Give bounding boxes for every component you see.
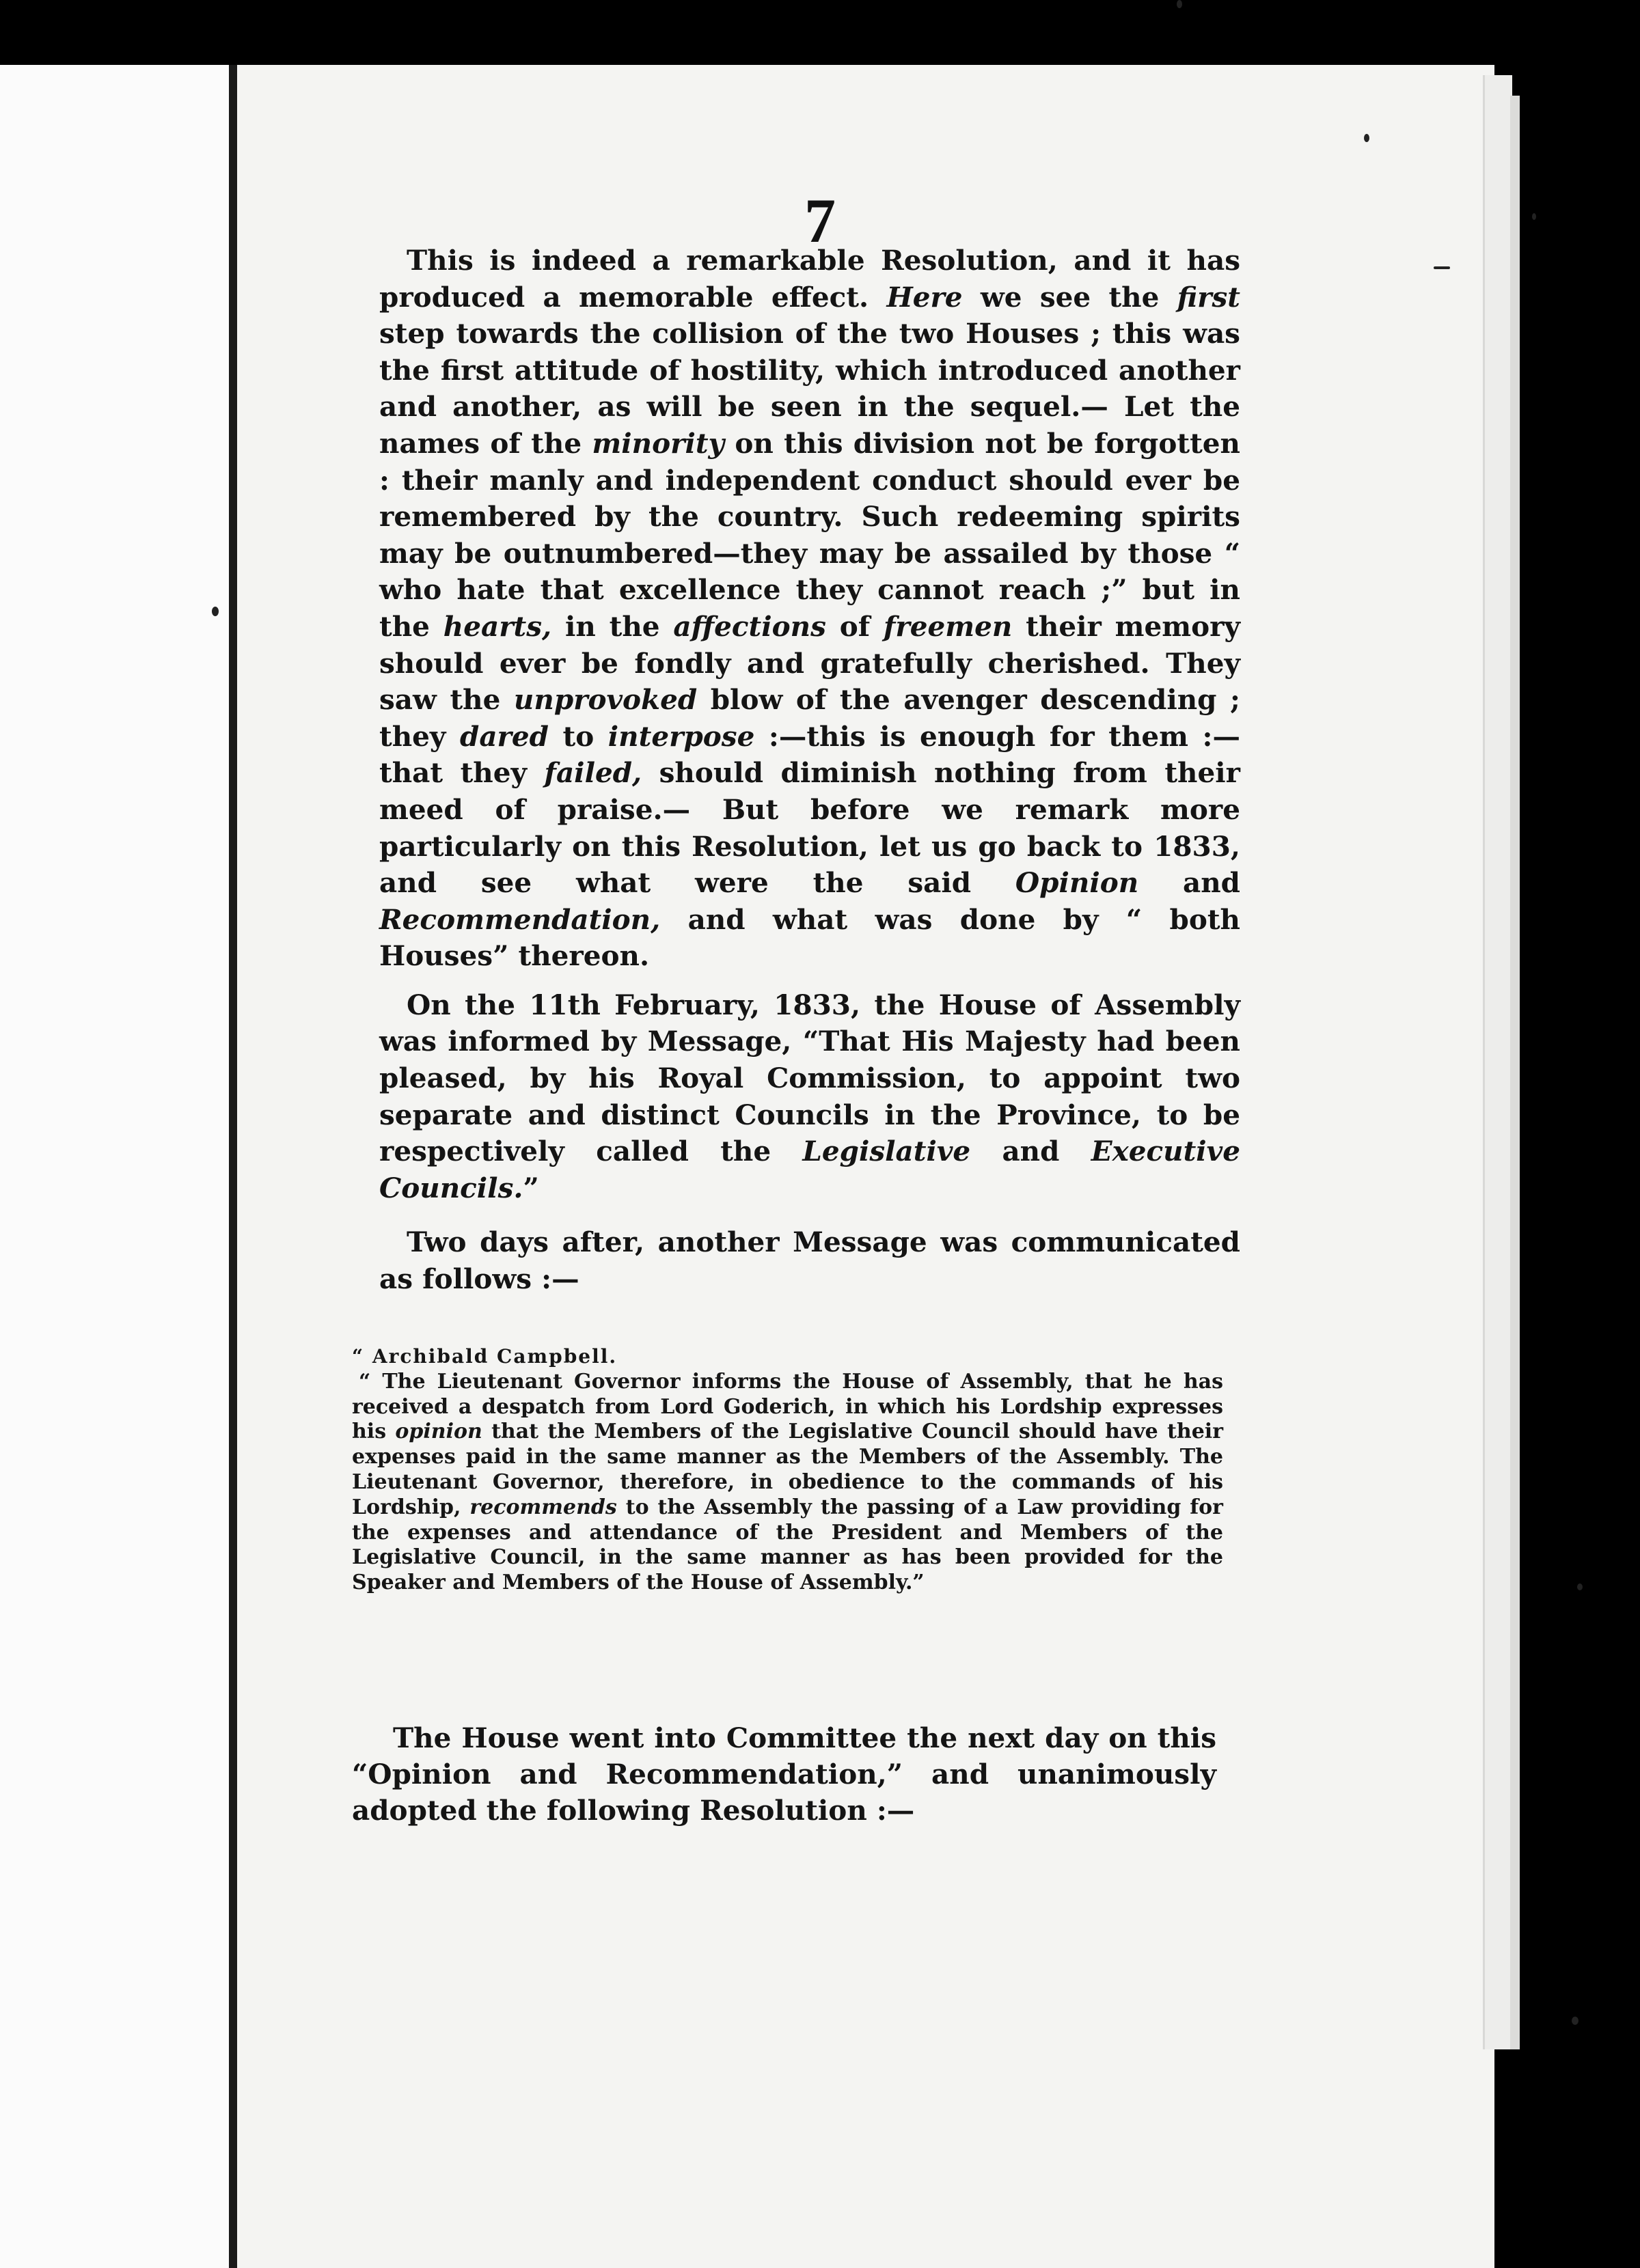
text-run: blow of the avenger descending ; they bbox=[379, 683, 1240, 753]
scan-speck bbox=[1532, 213, 1536, 220]
quoted-message bbox=[352, 1344, 1223, 1596]
text-run: This is indeed a remarkable Resolution, and it has produced a memorable effect. bbox=[379, 244, 1240, 314]
text-run: that the Members of the Legislative Council should have their expenses paid in the same manner as the Members of the Assembly. The Lieutenant Governor, therefore, in obedience to the commands of his Lordship, bbox=[352, 1420, 1223, 1519]
page-edge-shadow bbox=[1510, 96, 1520, 2049]
text-run: of bbox=[825, 609, 884, 643]
scan-speck bbox=[1177, 0, 1182, 8]
paragraph bbox=[379, 243, 1240, 975]
italic-text: Opinion bbox=[1015, 866, 1139, 900]
italic-text: Recommendation, bbox=[379, 902, 661, 936]
text-run: we see the bbox=[962, 280, 1177, 314]
text-run: to the Assembly the passing of a Law providing for the expenses and attendance of the President and Members of the Legislative Council, in the same manner as has been provided for the Speaker and Members of the House of Assembly.” bbox=[352, 1495, 1223, 1595]
text-run: and bbox=[1138, 866, 1240, 900]
text-run: The House went into Committee the next day on this “Opinion and Recommendation,” and unanimously adopted the following Resolution :— bbox=[352, 1721, 1216, 1827]
italic-text: Here bbox=[886, 280, 963, 314]
page-number: 7 bbox=[804, 186, 836, 255]
text-run: ” bbox=[523, 1171, 539, 1204]
italic-text: failed, bbox=[544, 756, 642, 790]
italic-text: freemen bbox=[883, 609, 1013, 643]
text-run: in the bbox=[551, 609, 674, 643]
quote-heading: “ Archibald Campbell. bbox=[352, 1345, 618, 1368]
book-gutter bbox=[229, 65, 237, 2268]
italic-text: dared bbox=[460, 719, 549, 753]
paragraph bbox=[379, 987, 1240, 1207]
paragraph bbox=[352, 1720, 1216, 1829]
italic-text: interpose bbox=[607, 719, 755, 753]
text-run: On the 11th February, 1833, the House of Assembly was informed by Message, “That His Majesty had been pleased, by his Royal Commission, to appoint two separate and distinct Councils in the Province, to be respectively called the bbox=[379, 988, 1240, 1168]
italic-text: affections bbox=[673, 609, 826, 643]
italic-text: first bbox=[1177, 280, 1240, 314]
scan-speck bbox=[1434, 266, 1450, 269]
quote-body bbox=[352, 1370, 1223, 1596]
text-run: should diminish nothing from their meed of praise.— But before we remark more particularly on this Resolution, let us go back to 1833, and see what were the said bbox=[379, 756, 1240, 900]
closing-paragraph bbox=[352, 1720, 1216, 1829]
text-run: step towards the collision of the two Houses ; this was the first attitude of hostility, which introduced another and another, as will be seen in the sequel.— Let the names of the bbox=[379, 317, 1240, 460]
text-run: their memory should ever be fondly and gratefully cherished. They saw the bbox=[379, 609, 1240, 717]
body-text bbox=[379, 243, 1240, 1298]
italic-text: opinion bbox=[395, 1420, 482, 1444]
italic-text: hearts, bbox=[443, 609, 552, 643]
text-run: and what was done by “ both Houses” thereon. bbox=[379, 902, 1240, 973]
paragraph bbox=[379, 1224, 1240, 1297]
text-run: Two days after, another Message was communicated as follows :— bbox=[379, 1226, 1240, 1296]
scan-speck bbox=[1577, 1584, 1583, 1590]
italic-text: unprovoked bbox=[513, 683, 698, 717]
left-page-margin bbox=[0, 65, 229, 2268]
text-run: and bbox=[970, 1135, 1091, 1168]
italic-text: recommends bbox=[469, 1495, 617, 1519]
page-edge bbox=[1483, 75, 1512, 2049]
text-run: :—this is enough for them :—that they bbox=[379, 719, 1240, 790]
text-run: “ The Lieutenant Governor informs the House of Assembly, that he has received a despatch from Lord Goderich, in which his Lordship expresses his bbox=[352, 1369, 1223, 1444]
scan-speck bbox=[1364, 134, 1369, 142]
scan-speck bbox=[1572, 2017, 1578, 2025]
italic-text: Legislative bbox=[802, 1135, 971, 1168]
text-run: to bbox=[548, 719, 608, 753]
scan-speck bbox=[212, 607, 219, 616]
italic-text: minority bbox=[592, 426, 725, 460]
italic-text: Executive Councils. bbox=[379, 1135, 1240, 1204]
text-run: on this division not be forgotten : their manly and independent conduct should ever be remembered by the country. Such redeeming spirits may be outnumbered—they may be assailed by those “ who hate that excellence they cannot reach ;” but in the bbox=[379, 426, 1240, 643]
